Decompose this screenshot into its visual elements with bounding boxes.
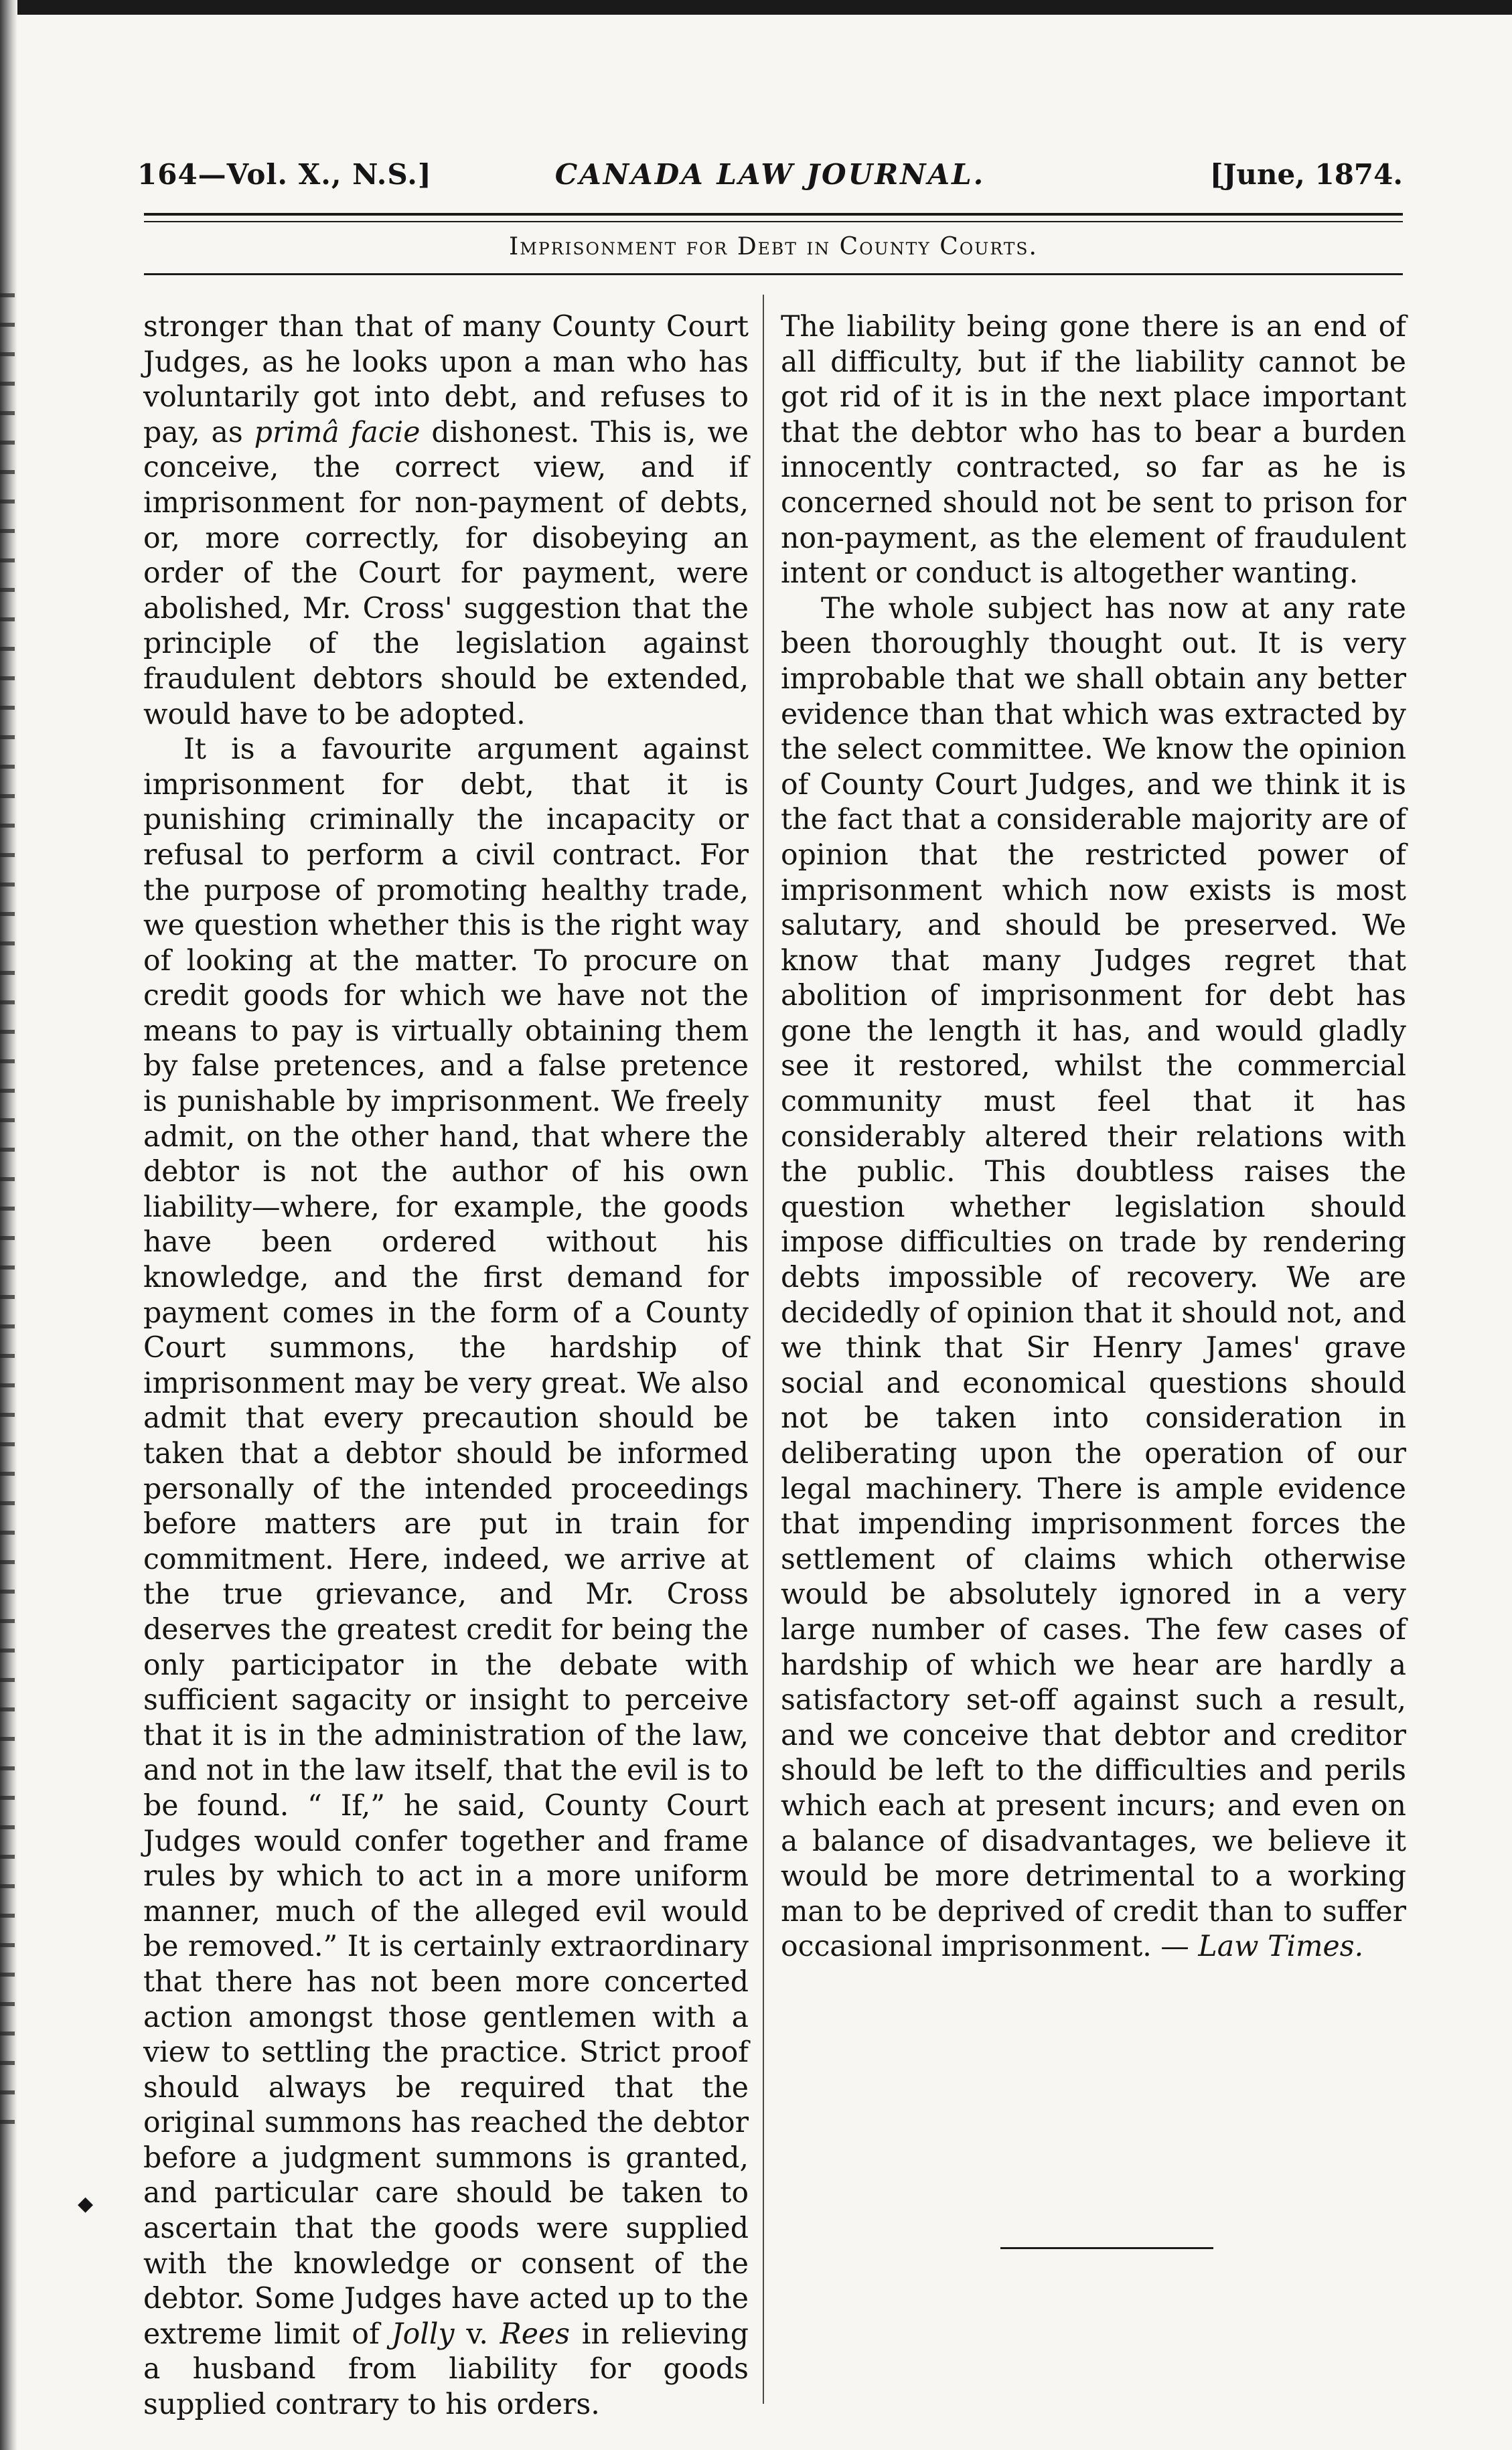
margin-mark: ◆ (78, 2192, 94, 2216)
text-run: The whole subject has now at any rate been thoroughly thought out. It is very improbable that we shall obtain any better evidence than that which was extracted by the select committee. We know the opinion of County Court Judges, and we think it is the fact that a considerable majority are of opinion that the restricted power of imprisonment which now exists is most salutary, and should be preserved. We know that many Judges regret that abolition of imprisonment for debt has gone the length it has, and would gladly see it restored, whilst the commercial community must feel that it has considerably altered their relations with the public. This doubtless raises the question whether legislation should impose difficulties on trade by rendering debts impossible of recovery. We are decidedly of opinion that it should not, and we think that Sir Henry James' grave social and economical questions should not be taken into consideration in deliberating upon the operation of our legal machinery. There is ample evidence that impending imprisonment forces the settlement of claims which otherwise would be absolutely ignored in a very large number of cases. The few cases of hardship of which we hear are hardly a satisfactory set-off against such a result, and we conceive that debtor and creditor should be left to the difficulties and perils which each at present incurs; and even on a balance of disadvantages, we believe it would be more detrimental to a working man to be deprived of credit than to suffer occasional imprisonment. — (781, 591, 1406, 1964)
source-citation: Law Times. (1198, 1930, 1364, 1964)
case-name-italic: Rees (500, 2317, 570, 2351)
text-run: stronger than that of many County Court Judges, as he looks upon a man who has voluntarily got into debt, and refuses to pay, as (143, 310, 749, 449)
column-divider (763, 295, 764, 2404)
right-paragraph-2 (781, 591, 1406, 1965)
journal-title: CANADA LAW JOURNAL. (554, 158, 986, 191)
right-column (781, 309, 1406, 1965)
header-rule-thin (144, 221, 1403, 222)
scan-top-border (0, 0, 1512, 15)
binding-edge-marks (0, 268, 15, 2143)
text-run: v. (454, 2317, 500, 2351)
text-run: dishonest. This is, we conceive, the correct view, and if imprisonment for non-payment of debts, or, more correctly, for disobeying an order of the Court for payment, were abolished, Mr. Cross' suggestion that the principle of the legislation against fraudulent debtors should be extended, would have to be adopted. (143, 415, 749, 731)
case-name-italic: Jolly (391, 2317, 455, 2351)
issue-date: [June, 1874. (1209, 158, 1403, 191)
left-paragraph-1 (143, 309, 749, 732)
article-end-rule (1000, 2247, 1213, 2249)
header-rule-thick (144, 213, 1403, 216)
section-title-rule (144, 273, 1403, 275)
section-title: Imprisonment for Debt in County Courts. (509, 233, 1038, 260)
italic-phrase: primâ facie (254, 415, 421, 449)
left-paragraph-2 (143, 732, 749, 2423)
left-column (143, 309, 749, 2423)
right-paragraph-1: The liability being gone there is an end of all difficulty, but if the liability cannot be got rid of it is in the next place important that the debtor who has to bear a burden innocently contracted, so far as he is concerned should not be sent to prison for non-payment, as the element of fraudulent intent or conduct is altogether wanting. (781, 310, 1406, 591)
text-run: in relieving a husband from liability for goods supplied contrary to his orders. (143, 2317, 749, 2422)
volume-label: 164—Vol. X., N.S.] (137, 158, 432, 191)
text-run: It is a favourite argument against imprisonment for debt, that it is punishing criminally the incapacity or refusal to perform a civil contract. For the purpose of promoting healthy trade, we question whether this is the right way of looking at the matter. To procure on credit goods for which we have not the means to pay is virtually obtaining them by false pretences, and a false pretence is punishable by imprisonment. We freely admit, on the other hand, that where the debtor is not the author of his own liability—where, for example, the goods have been ordered without his knowledge, and the first demand for payment comes in the form of a County Court summons, the hardship of imprisonment may be very great. We also admit that every precaution should be taken that a debtor should be informed personally of the intended proceedings before matters are put in train for commitment. Here, indeed, we arrive at the true grievance, and Mr. Cross deserves the greatest credit for being the only participator in the debate with sufficient sagacity or insight to perceive that it is in the administration of the law, and not in the law itself, that the evil is to be found. “ If,” he said, County Court Judges would confer together and frame rules by which to act in a more uniform manner, much of the alleged evil would be removed.” It is certainly extraordinary that there has not been more concerted action amongst those gentlemen with a view to settling the practice. Strict proof should always be required that the original summons has reached the debtor before a judgment summons is granted, and particular care should be taken to ascertain that the goods were supplied with the knowledge or consent of the debtor. Some Judges have acted up to the extreme limit of (143, 733, 749, 2351)
running-head (137, 158, 1403, 205)
